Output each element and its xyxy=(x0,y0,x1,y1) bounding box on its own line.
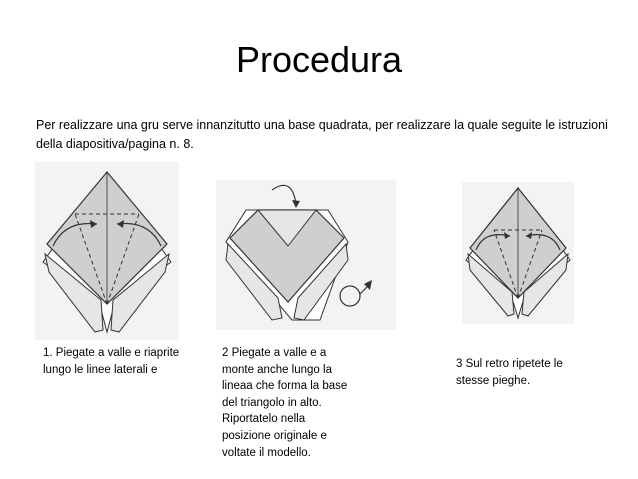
origami-step-3-figure xyxy=(462,182,574,324)
intro-text: Per realizzare una gru serve innanzitutto una base quadrata, per realizzare la quale seguite le istruzioni della diapositiva/pagina n. 8. xyxy=(36,118,608,151)
step-1-caption: 1. Piegate a valle e riaprite lungo le linee laterali e xyxy=(43,345,183,378)
step-3-caption: 3 Sul retro ripetete le stesse pieghe. xyxy=(456,356,596,389)
slide-title: Procedura xyxy=(235,39,403,80)
origami-step-1-drawing xyxy=(35,162,179,340)
origami-step-2-drawing xyxy=(216,180,396,330)
step-2-caption: 2 Piegate a valle e a monte anche lungo la lineaa che forma la base del triangolo in alto. Riportatelo nella posizione originale e voltate il modello. xyxy=(222,345,356,461)
origami-step-2-figure xyxy=(216,180,396,330)
origami-step-3-drawing xyxy=(462,182,574,324)
origami-step-1-figure xyxy=(35,162,179,340)
